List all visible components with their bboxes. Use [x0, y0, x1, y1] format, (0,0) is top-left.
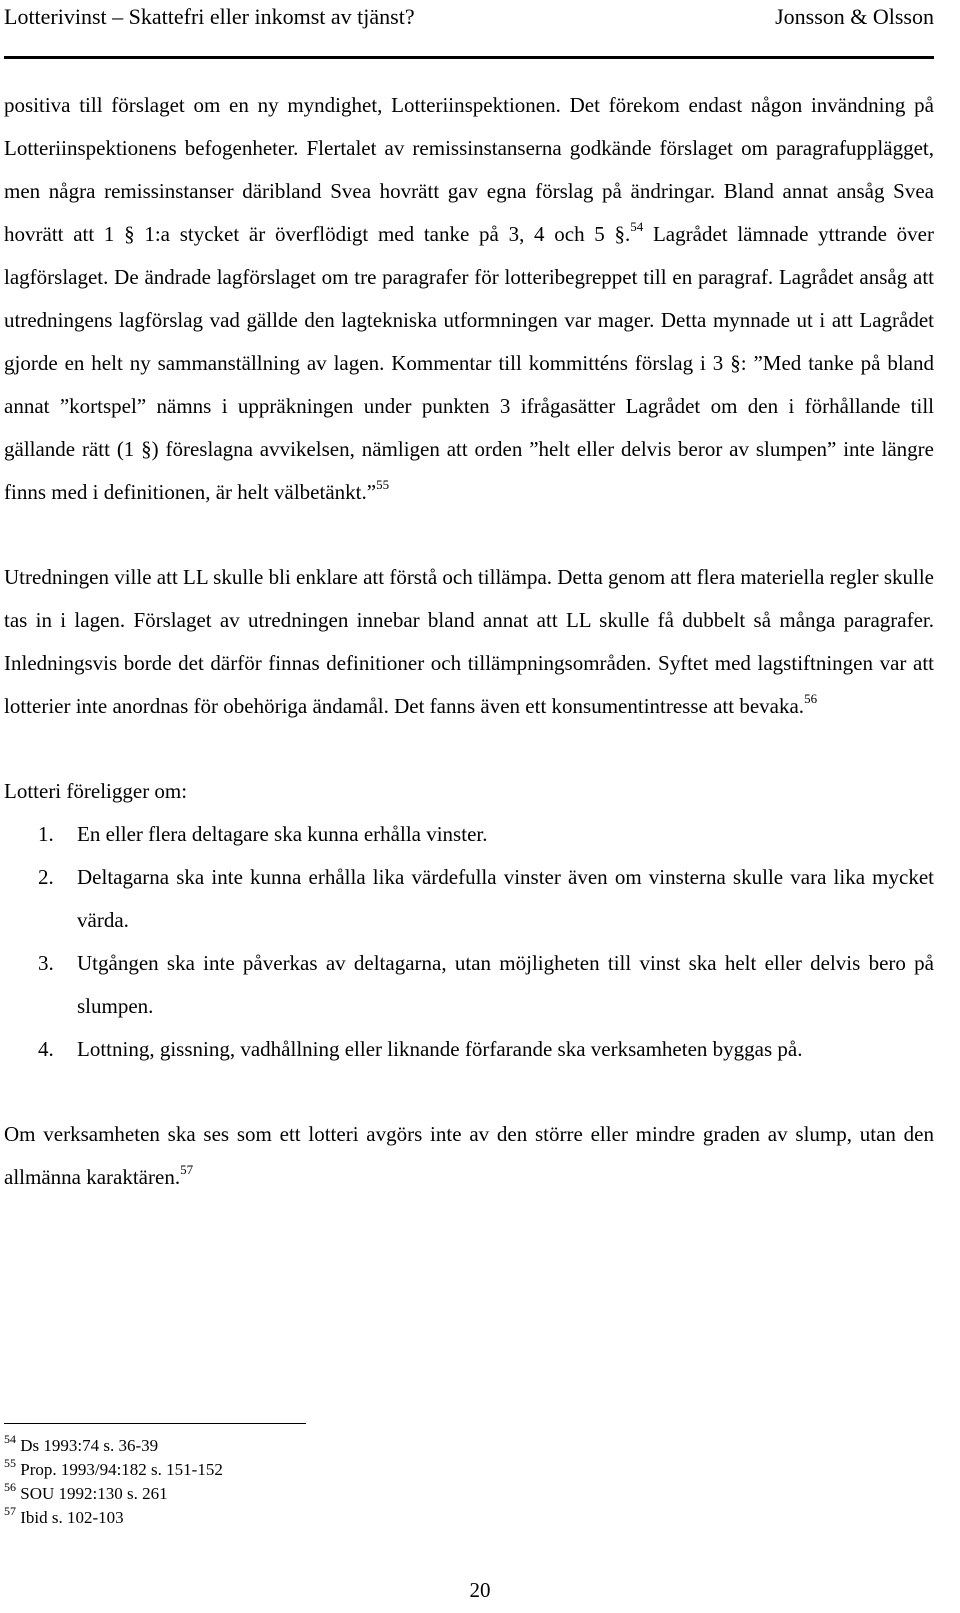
footnote-text: Prop. 1993/94:182 s. 151-152	[16, 1460, 223, 1479]
footnotes	[4, 1434, 223, 1530]
list-item-number: 4.	[38, 1037, 54, 1061]
paragraph-3	[4, 1113, 934, 1199]
list-item-text: Deltagarna ska inte kunna erhålla lika värdefulla vinster även om vinsterna skulle vara lika mycket värda.	[77, 865, 934, 932]
footnote-text: Ds 1993:74 s. 36-39	[16, 1436, 159, 1455]
list-item	[4, 813, 934, 856]
paragraph-2	[4, 556, 934, 728]
footnote-ref-55: 55	[376, 477, 390, 492]
header-authors: Jonsson & Olsson	[775, 4, 934, 29]
footnote-number: 57	[4, 1504, 16, 1519]
footnote	[4, 1458, 223, 1482]
list-item	[4, 942, 934, 1028]
footnote-text: SOU 1992:130 s. 261	[16, 1484, 168, 1503]
list-item-number: 3.	[38, 951, 54, 975]
footnote-ref-56: 56	[804, 691, 818, 706]
page-number: 20	[469, 1578, 491, 1602]
list-item-number: 2.	[38, 865, 54, 889]
list-item	[4, 1028, 934, 1071]
paragraph-1	[4, 84, 934, 514]
footnote-ref-54: 54	[630, 219, 644, 234]
footnote-number: 55	[4, 1456, 16, 1471]
page-body	[4, 84, 934, 1199]
paragraph-1-part-a: positiva till förslaget om en ny myndighet, Lotteriinspektionen. Det förekom endast någon invändning på Lotteriinspektionens befogenheter. Flertalet av remissinstanserna godkände förslaget om paragrafupplägget, men några remissinstanser däribland Svea hovrätt gav egna förslag på ändringar. Bland annat ansåg Svea hovrätt att 1 § 1:a stycket är överflödigt med tanke på 3, 4 och 5 §.	[4, 93, 934, 246]
header-title: Lotterivinst – Skattefri eller inkomst av tjänst?	[4, 4, 415, 29]
footnote-divider	[4, 1423, 306, 1424]
footnote-number: 54	[4, 1432, 16, 1447]
list-item-text: En eller flera deltagare ska kunna erhålla vinster.	[77, 822, 488, 846]
criteria-list	[4, 813, 934, 1071]
list-item	[4, 856, 934, 942]
paragraph-3-text: Om verksamheten ska ses som ett lotteri avgörs inte av den större eller mindre graden av slump, utan den allmänna karaktären.	[4, 1122, 934, 1189]
paragraph-2-text: Utredningen ville att LL skulle bli enklare att förstå och tillämpa. Detta genom att flera materiella regler skulle tas in i lagen. Förslaget av utredningen innebar bland annat att LL skulle få dubbelt så många paragrafer. Inledningsvis borde det därför finnas definitioner och tillämpningsområden. Syftet med lagstiftningen var att lotterier inte anordnas för obehöriga ändamål. Det fanns även ett konsumentintresse att bevaka.	[4, 565, 934, 718]
list-item-number: 1.	[38, 822, 54, 846]
footnote-ref-57: 57	[180, 1162, 194, 1177]
footnote	[4, 1506, 223, 1530]
footnote-text: Ibid s. 102-103	[16, 1508, 124, 1527]
list-item-text: Utgången ska inte påverkas av deltagarna, utan möjligheten till vinst ska helt eller delvis bero på slumpen.	[77, 951, 934, 1018]
footnote-number: 56	[4, 1480, 16, 1495]
list-item-text: Lottning, gissning, vadhållning eller liknande förfarande ska verksamheten byggas på.	[77, 1037, 803, 1061]
list-intro: Lotteri föreligger om:	[4, 779, 188, 803]
footnote	[4, 1482, 223, 1506]
footnote	[4, 1434, 223, 1458]
running-header	[4, 0, 934, 59]
paragraph-1-part-b: Lagrådet lämnade yttrande över lagförslaget. De ändrade lagförslaget om tre paragrafer för lotteribegreppet till en paragraf. Lagrådet ansåg att utredningens lagförslag vad gällde den lagtekniska utformningen var mager. Detta mynnade ut i att Lagrådet gjorde en helt ny sammanställning av lagen. Kommentar till kommitténs förslag i 3 §: ”Med tanke på bland annat ”kortspel” nämns i uppräkningen under punkten 3 ifrågasätter Lagrådet om den i förhållande till gällande rätt (1 §) föreslagna avvikelsen, nämligen att orden ”helt eller delvis beror av slumpen” inte längre finns med i definitionen, är helt välbetänkt.”	[4, 222, 934, 504]
